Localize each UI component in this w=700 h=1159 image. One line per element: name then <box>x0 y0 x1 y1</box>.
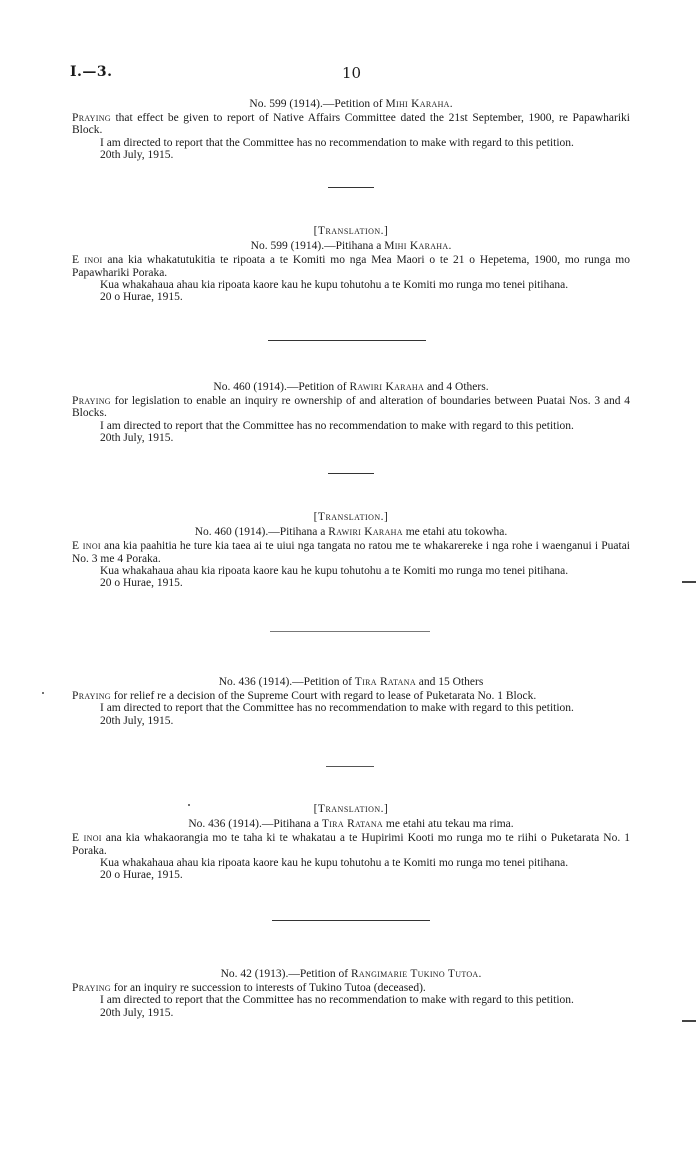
petition-prayer: Praying for an inquiry re succession to interests of Tukino Tutoa (deceased). <box>72 982 426 995</box>
scan-speck <box>188 804 190 806</box>
page-header <box>70 64 630 84</box>
petition-heading: No. 436 (1914).—Petition of Tira Ratana and 15 Others <box>218 676 484 688</box>
report-date: 20 o Hurae, 1915. <box>100 291 183 304</box>
petition-heading: No. 460 (1914).—Pitihana a Rawiri Karaha me etahi atu tokowha. <box>194 526 508 539</box>
petition-prayer: E inoi ana kia whakatutukitia te ripoata a te Komiti mo nga Mea Maori o te 21 o Hepetema, 1900, mo runga mo Papawhariki Poraka. <box>72 254 630 279</box>
section-divider <box>272 920 430 921</box>
petition-42-english <box>72 968 630 1019</box>
page-number: 10 <box>342 64 362 82</box>
translation-label: [Translation.] <box>313 803 389 815</box>
petition-599-translation <box>72 225 630 303</box>
scan-mark <box>682 1020 696 1022</box>
petition-prayer: Praying for legislation to enable an inquiry re ownership of and alteration of boundaries between Puatai Nos. 3 and 4 Blocks. <box>72 395 630 420</box>
translation-label: [Translation.] <box>313 225 389 237</box>
committee-report: I am directed to report that the Committee has no recommendation to make with regard to this petition. <box>100 994 574 1007</box>
committee-report: I am directed to report that the Committee has no recommendation to make with regard to this petition. <box>100 136 574 149</box>
report-date: 20th July, 1915. <box>100 148 174 161</box>
section-divider <box>268 340 426 341</box>
committee-report: Kua whakahaua ahau kia ripoata kaore kau he kupu tohutohu a te Komiti mo runga mo tenei pitihana. <box>100 278 569 291</box>
scan-mark <box>682 581 696 583</box>
report-date: 20 o Hurae, 1915. <box>100 577 183 590</box>
report-date: 20th July, 1915. <box>100 1006 174 1019</box>
petition-599-english <box>72 98 630 161</box>
scan-speck <box>42 692 44 694</box>
petition-prayer: Praying that effect be given to report of Native Affairs Committee dated the 21st September, 1900, re Papawhariki Block. <box>72 112 630 137</box>
report-date: 20th July, 1915. <box>100 431 174 444</box>
committee-report: I am directed to report that the Committee has no recommendation to make with regard to this petition. <box>100 702 574 715</box>
committee-report: Kua whakahaua ahau kia ripoata kaore kau he kupu tohutohu a te Komiti mo runga mo tenei pitihana. <box>100 564 569 577</box>
committee-report: I am directed to report that the Committee has no recommendation to make with regard to this petition. <box>100 419 574 432</box>
petition-prayer: E inoi ana kia paahitia he ture kia taea ai te uiui nga tangata no ratou me te whakarereke i nga rohe i waenganui i Puatai No. 3 me 4 Poraka. <box>72 540 630 565</box>
translation-label: [Translation.] <box>313 511 389 523</box>
petition-heading: No. 599 (1914).—Petition of Mihi Karaha. <box>249 98 453 110</box>
committee-report: Kua whakahaua ahau kia ripoata kaore kau he kupu tohutohu a te Komiti mo runga mo tenei pitihana. <box>100 856 569 869</box>
petition-460-translation <box>72 511 630 589</box>
paper-reference: I.—3. <box>70 64 113 80</box>
petition-460-english <box>72 381 630 444</box>
section-divider <box>328 187 374 188</box>
petition-heading: No. 599 (1914).—Pitihana a Mihi Karaha. <box>250 240 452 253</box>
report-date: 20 o Hurae, 1915. <box>100 869 183 882</box>
section-divider <box>328 473 374 474</box>
petition-436-translation <box>72 803 630 881</box>
petition-prayer: E inoi ana kia whakaorangia mo te taha ki te whakatau a te Hupirimi Kooti mo runga mo te riihi o Puketarata No. 1 Poraka. <box>72 832 630 857</box>
petition-heading: No. 460 (1914).—Petition of Rawiri Karaha and 4 Others. <box>213 381 489 393</box>
petition-prayer: Praying for relief re a decision of the Supreme Court with regard to lease of Puketarata No. 1 Block. <box>72 690 537 703</box>
petition-heading: No. 42 (1913).—Petition of Rangimarie Tukino Tutoa. <box>220 968 482 980</box>
section-divider <box>270 631 430 632</box>
petition-436-english <box>72 676 630 727</box>
report-date: 20th July, 1915. <box>100 714 174 727</box>
petition-heading: No. 436 (1914).—Pitihana a Tira Ratana me etahi atu tekau ma rima. <box>188 818 514 831</box>
section-divider <box>326 766 374 767</box>
